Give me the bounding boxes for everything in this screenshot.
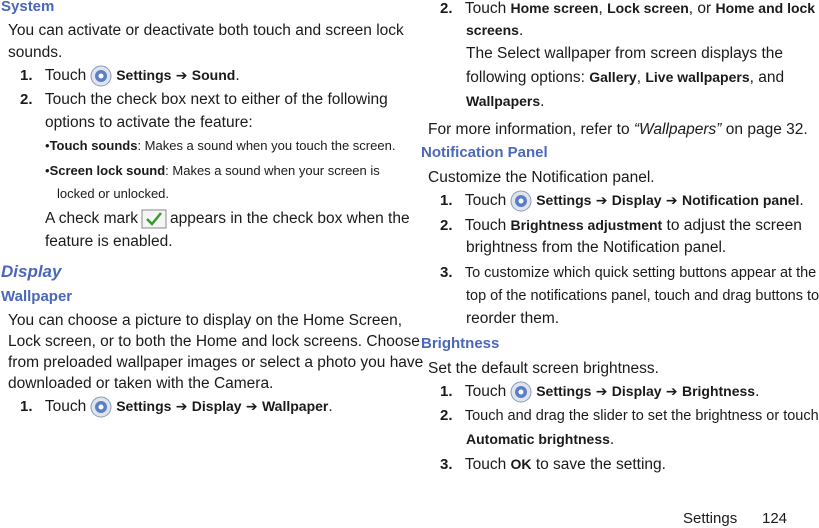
wallpaper-step-2-line1 <box>440 0 815 20</box>
brightness-step-3 <box>440 453 666 476</box>
screen-lock-sound-desc: : Makes a sound when your screen is <box>165 163 380 178</box>
check-text-2: appears in the check box when the <box>170 210 410 227</box>
wallpapers-term: Wallpapers <box>466 93 541 109</box>
automatic-brightness-term: Automatic brightness <box>466 431 610 447</box>
settings-gear-icon <box>90 65 112 87</box>
touch-sounds-desc: : Makes a sound when you touch the screen. <box>137 138 396 153</box>
system-heading: System <box>1 0 55 15</box>
ok-term: OK <box>510 456 532 472</box>
brightness-step-1 <box>440 380 759 403</box>
settings-term: Settings <box>536 383 592 399</box>
period: . <box>755 383 760 400</box>
step-text: To customize which quick setting buttons appear at the <box>464 265 817 281</box>
period: . <box>328 398 333 415</box>
home-screen-term: Home screen <box>510 0 599 16</box>
comma: , <box>598 0 603 17</box>
screens-term: screens <box>466 22 519 38</box>
arrow-icon: ➔ <box>665 383 678 399</box>
arrow-icon: ➔ <box>665 192 678 208</box>
home-and-lock-term: Home and lock <box>715 0 816 16</box>
notification-step-2-line2: brightness from the Notification panel. <box>466 239 727 256</box>
notification-step-2 <box>440 214 802 237</box>
step-number: 2. <box>440 217 453 234</box>
period: . <box>799 192 804 209</box>
notification-step-1 <box>440 189 804 212</box>
and-word: , and <box>749 69 785 86</box>
footer-section-title: Settings <box>683 510 738 527</box>
wallpaper-heading: Wallpaper <box>1 288 73 305</box>
wallpaper-p2: Lock screen, or to both the Home and lock screens. Choose <box>8 333 420 350</box>
bullet-touch-sounds <box>45 138 395 153</box>
arrow-icon: ➔ <box>595 192 608 208</box>
settings-term: Settings <box>536 192 592 208</box>
step-number: 1. <box>20 67 33 84</box>
step-number: 3. <box>440 456 453 473</box>
touch-word: Touch <box>464 192 507 209</box>
screen-lock-sound-desc-2: locked or unlocked. <box>57 186 170 201</box>
settings-term: Settings <box>116 398 172 414</box>
step-number: 1. <box>440 192 453 209</box>
notification-step-3-line3: reorder them. <box>466 310 560 327</box>
arrow-icon: ➔ <box>175 67 188 83</box>
screen-lock-sound-term: Screen lock sound <box>49 163 166 178</box>
select-wallpaper-line3 <box>466 90 544 113</box>
touch-word: Touch <box>464 217 507 234</box>
touch-word: Touch <box>44 398 87 415</box>
step-number: 1. <box>440 383 453 400</box>
brightness-step-2-line2 <box>466 428 614 451</box>
step-text: Touch the check box next to either of the following <box>44 91 388 108</box>
display-term: Display <box>611 383 662 399</box>
wallpapers-reference: “Wallpapers” <box>633 121 722 138</box>
bullet-dot: • <box>45 138 50 153</box>
select-wallpaper-line1: The Select wallpaper from screen displays the <box>466 45 784 62</box>
system-intro-line2: sounds. <box>8 44 63 61</box>
wallpaper-step-2-line2 <box>466 19 523 42</box>
wallpaper-step-1 <box>20 395 333 418</box>
period: . <box>609 431 615 448</box>
more-info-text: For more information, refer to <box>428 121 630 138</box>
step-text: Touch and drag the slider to set the brightness or touch <box>464 408 819 424</box>
gallery-term: Gallery <box>589 69 637 85</box>
system-step-2-line1 <box>20 89 388 111</box>
notification-panel-heading: Notification Panel <box>421 144 548 161</box>
system-step-1 <box>20 64 240 87</box>
system-step-2-line2: options to activate the feature: <box>45 114 253 131</box>
notification-intro: Customize the Notification panel. <box>428 169 655 186</box>
checkmark-icon <box>141 209 167 229</box>
brightness-heading: Brightness <box>421 335 500 352</box>
brightness-intro: Set the default screen brightness. <box>428 360 659 377</box>
arrow-icon: ➔ <box>175 398 188 414</box>
wallpaper-term: Wallpaper <box>261 398 329 414</box>
bullet-screen-lock-sound <box>45 163 380 178</box>
touch-word: Touch <box>44 67 87 84</box>
arrow-icon: ➔ <box>245 398 258 414</box>
settings-term: Settings <box>116 67 172 83</box>
settings-gear-icon <box>510 381 532 403</box>
step-number: 2. <box>20 91 33 108</box>
wallpaper-p3: from preloaded wallpaper images or select a photo you have <box>8 354 424 371</box>
wallpaper-p4: downloaded or taken with the Camera. <box>8 375 274 392</box>
display-term: Display <box>611 192 662 208</box>
notification-panel-term: Notification panel <box>681 192 800 208</box>
more-info-line <box>428 119 808 141</box>
touch-word: Touch <box>464 0 507 17</box>
page-reference: on page 32. <box>725 121 808 138</box>
options-text: following options: <box>466 69 585 86</box>
step-text: to adjust the screen <box>666 217 802 234</box>
period: . <box>235 67 240 84</box>
settings-gear-icon <box>510 190 532 212</box>
notification-step-3-line2: top of the notifications panel, touch and drag buttons to <box>466 288 819 304</box>
step-number: 2. <box>440 0 453 17</box>
wallpaper-p1: You can choose a picture to display on the Home Screen, <box>8 312 403 329</box>
select-wallpaper-line2 <box>466 66 784 89</box>
touch-word: Touch <box>464 456 507 473</box>
comma: , <box>636 69 642 86</box>
brightness-term: Brightness <box>681 383 756 399</box>
notification-step-3 <box>440 262 816 284</box>
sound-term: Sound <box>191 67 236 83</box>
arrow-icon: ➔ <box>595 383 608 399</box>
system-intro-line1: You can activate or deactivate both touch and screen lock <box>8 22 404 39</box>
live-wallpapers-term: Live wallpapers <box>645 69 750 85</box>
step-number: 3. <box>440 264 453 281</box>
step-text: to save the setting. <box>535 456 666 473</box>
footer-page-number: 124 <box>762 510 788 527</box>
lock-screen-term: Lock screen <box>607 0 689 16</box>
bullet-dot: • <box>45 163 50 178</box>
period: . <box>518 22 524 39</box>
step-number: 2. <box>440 407 453 424</box>
step-number: 1. <box>20 398 33 415</box>
touch-word: Touch <box>464 383 507 400</box>
check-text-1: A check mark <box>45 210 139 227</box>
period: . <box>540 93 545 110</box>
touch-sounds-term: Touch sounds <box>49 138 138 153</box>
brightness-adjustment-term: Brightness adjustment <box>510 217 663 233</box>
check-text-3: feature is enabled. <box>45 233 173 250</box>
display-term: Display <box>191 398 242 414</box>
settings-gear-icon <box>90 396 112 418</box>
brightness-step-2 <box>440 405 819 427</box>
or-word: , or <box>688 0 712 17</box>
display-heading: Display <box>1 262 62 281</box>
check-mark-line <box>45 208 410 230</box>
